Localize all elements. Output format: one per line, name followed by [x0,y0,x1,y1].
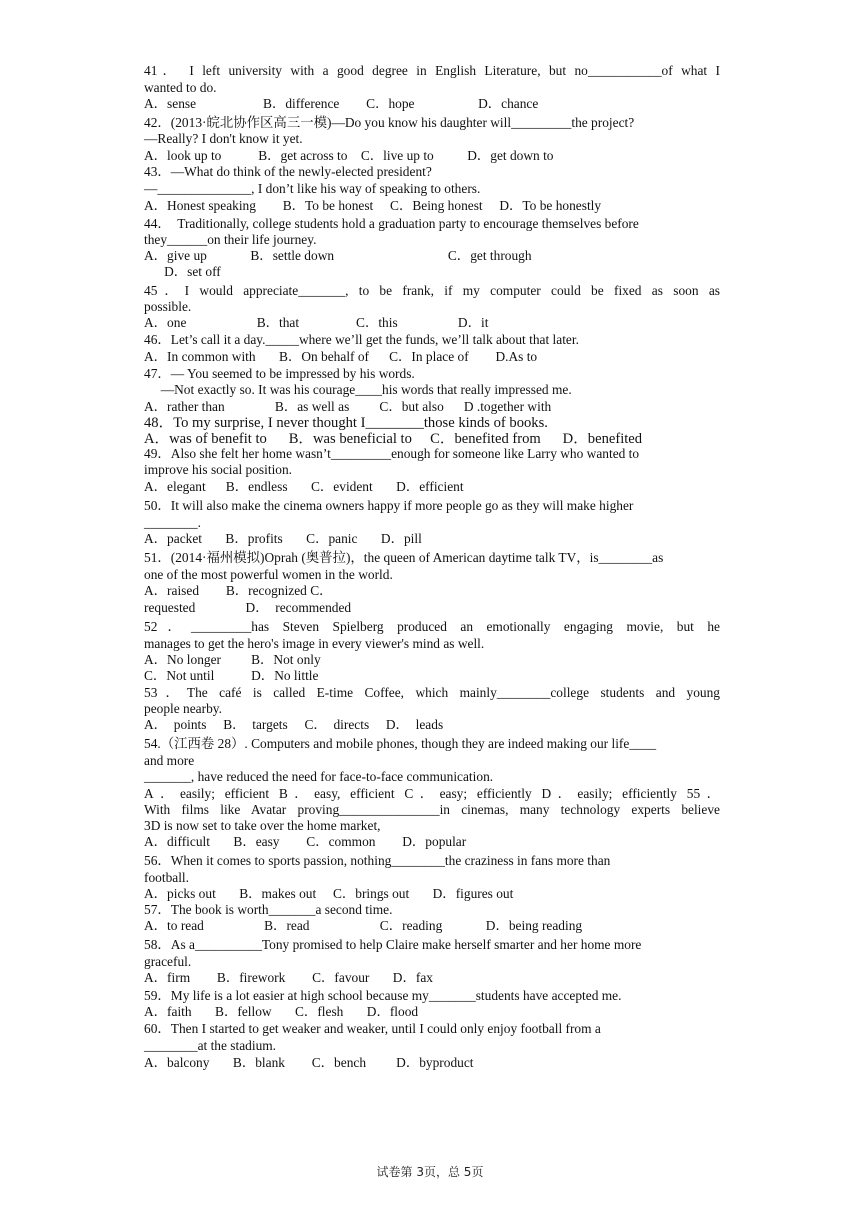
question-line: 50．It will also make the cinema owners happy if more people go as they will make higher [144,498,634,513]
option-line: A．balcony B．blank C．bench D．byproduct [144,1055,474,1070]
question-line: With films like Avatar proving_______________in cinemas, many technology experts believe [144,802,720,817]
question-line: 51．(2014·福州模拟)Oprah (奥普拉)，the queen of American daytime talk TV，is________as [144,550,664,565]
question-line: 48．To my surprise, I never thought I________those kinds of books. [144,415,548,431]
question-line: 44． Traditionally, college students hold a graduation party to encourage themselves before [144,216,639,231]
option-line: A．give up B．settle down C．get through [144,248,532,263]
question-line: 42．(2013·皖北协作区高三一模)—Do you know his daughter will_________the project? [144,115,635,130]
option-line: A．to read B．read C．reading D．being reading [144,918,583,933]
question-line: —______________, I don’t like his way of speaking to others. [144,181,481,196]
question-line: wanted to do. [144,80,217,95]
question-line: one of the most powerful women in the world. [144,567,393,582]
question-line: and more [144,753,195,768]
option-line: C．Not until D．No little [144,668,319,683]
option-line: A．firm B．firework C．favour D．fax [144,970,433,985]
question-line: 47．— You seemed to be impressed by his words. [144,366,415,381]
question-line: 3D is now set to take over the home market, [144,818,381,833]
question-line: 46．Let’s call it a day._____where we’ll get the funds, we’ll talk about that later. [144,332,579,347]
question-line: 56．When it comes to sports passion, nothing________the craziness in fans more than [144,853,611,868]
question-line: people nearby. [144,701,222,716]
option-line: A．raised B．recognized C． [144,583,333,598]
question-line: possible. [144,299,192,314]
option-line: A．one B．that C．this D．it [144,315,489,330]
option-line: A． points B． targets C． directs D． leads [144,717,444,732]
question-line: 58．As a__________Tony promised to help Claire make herself smarter and her home more [144,937,642,952]
question-line: —Not exactly so. It was his courage____his words that really impressed me. [144,382,572,397]
option-line: A．sense B．difference C．hope D．chance [144,96,539,111]
option-line: A．easily; efficient B．easy, efficient C．easy; efficiently D．easily; efficiently 55． [144,786,720,801]
question-line: 53．The café is called E-time Coffee, which mainly________college students and young [144,685,720,700]
option-line: A．No longer B．Not only [144,652,321,667]
option-line: A．faith B．fellow C．flesh D．flood [144,1004,419,1019]
question-line: improve his social position. [144,462,293,477]
question-line: football. [144,870,189,885]
question-line: 57．The book is worth_______a second time. [144,902,393,917]
question-line: 59．My life is a lot easier at high school because my_______students have accepted me. [144,988,622,1003]
question-line: 43．—What do think of the newly-elected president? [144,164,432,179]
option-line: A．rather than B．as well as C．but also D .together with [144,399,552,414]
question-line: 45．I would appreciate_______, to be frank, if my computer could be fixed as soon as [144,283,720,298]
question-line: ________. [144,515,201,530]
option-line: A．picks out B．makes out C．brings out D．figures out [144,886,514,901]
option-line: D．set off [144,264,221,279]
option-line: A．elegant B．endless C．evident D．efficient [144,479,464,494]
option-line: A．difficult B．easy C．common D．popular [144,834,467,849]
question-line: 60．Then I started to get weaker and weaker, until I could only enjoy football from a [144,1021,601,1036]
option-line: A．packet B．profits C．panic D．pill [144,531,422,546]
question-line: _______, have reduced the need for face-to-face communication. [144,769,494,784]
question-line: graceful. [144,954,192,969]
question-line: ________at the stadium. [144,1038,277,1053]
page-footer: 试卷第 3页，总 5页 [376,1165,484,1179]
option-line: requested D． recommended [144,600,352,615]
option-line: A．In common with B．On behalf of C．In place of D.As to [144,349,538,364]
question-line: 52．_________has Steven Spielberg produced an emotionally engaging movie, but he [144,619,720,634]
question-line: manages to get the hero's image in every viewer's mind as well. [144,636,485,651]
question-line: 41． I left university with a good degree in English Literature, but no___________of what I [144,63,720,78]
question-line: 49．Also she felt her home wasn’t_________enough for someone like Larry who wanted to [144,446,640,461]
question-line: 54.（江西卷 28）. Computers and mobile phones, though they are indeed making our life____ [144,736,657,751]
question-line: —Really? I don't know it yet. [144,131,303,146]
option-line: A．was of benefit to B．was beneficial to C．benefited from D．benefited [144,431,643,447]
question-line: they______on their life journey. [144,232,317,247]
option-line: A．look up to B．get across to C．live up to D．get down to [144,148,554,163]
option-line: A．Honest speaking B．To be honest C．Being honest D．To be honestly [144,198,602,213]
